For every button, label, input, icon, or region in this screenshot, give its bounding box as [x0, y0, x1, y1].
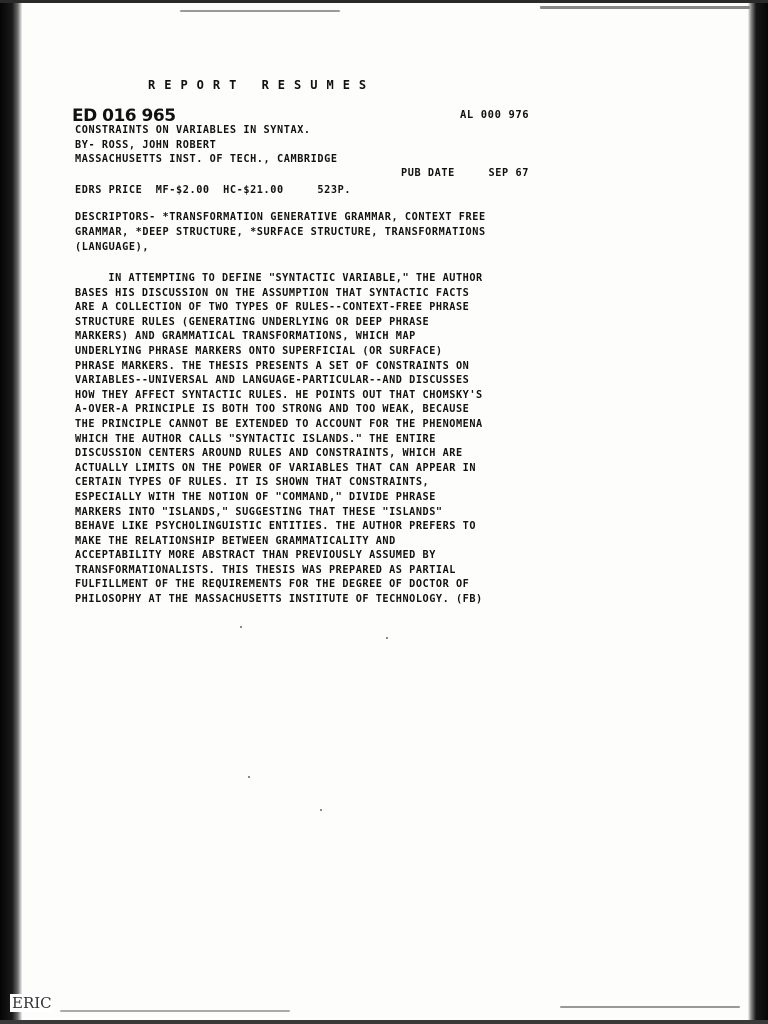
- edrs-price-line: [75, 185, 351, 196]
- scan-noise: [540, 6, 750, 9]
- edrs-price: EDRS PRICE MF-$2.00 HC-$21.00: [75, 185, 284, 196]
- abstract-line: TRANSFORMATIONALISTS. THIS THESIS WAS PREPARED AS PARTIAL: [75, 564, 456, 576]
- scan-noise: [180, 10, 340, 12]
- abstract-body: [75, 272, 545, 608]
- abstract-line: WHICH THE AUTHOR CALLS "SYNTACTIC ISLANDS." THE ENTIRE: [75, 433, 436, 445]
- abstract-line: BEHAVE LIKE PSYCHOLINGUISTIC ENTITIES. THE AUTHOR PREFERS TO: [75, 521, 477, 533]
- abstract-line: ACCEPTABILITY MORE ABSTRACT THAN PREVIOUSLY ASSUMED BY: [75, 550, 436, 562]
- abstract-line: CERTAIN TYPES OF RULES. IT IS SHOWN THAT CONSTRAINTS,: [75, 477, 430, 489]
- report-resumes-heading: REPORT RESUMES: [148, 78, 376, 92]
- abstract-line: A-OVER-A PRINCIPLE IS BOTH TOO STRONG AND TOO WEAK, BECAUSE: [75, 404, 470, 416]
- abstract-line: FULFILLMENT OF THE REQUIREMENTS FOR THE DEGREE OF DOCTOR OF: [75, 579, 470, 591]
- abstract-line: MARKERS) AND GRAMMATICAL TRANSFORMATIONS, WHICH MAP: [75, 331, 416, 343]
- scan-border-top: [0, 0, 768, 3]
- scan-border-right: [748, 0, 768, 1024]
- pub-date-value: SEP 67: [488, 168, 529, 179]
- al-accession-number: AL 000 976: [460, 109, 530, 121]
- scan-noise: [386, 637, 388, 639]
- pub-date-line: [401, 168, 529, 179]
- abstract-line: VARIABLES--UNIVERSAL AND LANGUAGE-PARTICULAR--AND DISCUSSES: [75, 375, 470, 387]
- scan-noise: [240, 626, 242, 628]
- descriptors-line: (LANGUAGE),: [75, 242, 150, 253]
- descriptors-line: DESCRIPTORS- *TRANSFORMATION GENERATIVE GRAMMAR, CONTEXT FREE: [75, 212, 486, 223]
- eric-logo: ERIC: [12, 994, 52, 1012]
- scan-border-bottom: [0, 1020, 768, 1024]
- abstract-line: BASES HIS DISCUSSION ON THE ASSUMPTION THAT SYNTACTIC FACTS: [75, 287, 470, 299]
- scan-noise: [560, 1006, 740, 1008]
- author-line: BY- ROSS, JOHN ROBERT: [75, 140, 217, 151]
- abstract-line: IN ATTEMPTING TO DEFINE "SYNTACTIC VARIABLE," THE AUTHOR: [75, 273, 483, 284]
- scan-noise: [248, 776, 250, 778]
- page-count: 523P.: [317, 185, 352, 196]
- abstract-line: HOW THEY AFFECT SYNTACTIC RULES. HE POINTS OUT THAT CHOMSKY'S: [75, 389, 483, 401]
- abstract-line: UNDERLYING PHRASE MARKERS ONTO SUPERFICIAL (OR SURFACE): [75, 345, 443, 357]
- abstract-line: STRUCTURE RULES (GENERATING UNDERLYING OR DEEP PHRASE: [75, 316, 430, 328]
- document-title: CONSTRAINTS ON VARIABLES IN SYNTAX.: [75, 125, 311, 136]
- institution-line: MASSACHUSETTS INST. OF TECH., CAMBRIDGE: [75, 154, 338, 165]
- abstract-line: ACTUALLY LIMITS ON THE POWER OF VARIABLES THAT CAN APPEAR IN: [75, 462, 477, 474]
- ed-document-number: ED 016 965: [72, 106, 176, 126]
- abstract-line: DISCUSSION CENTERS AROUND RULES AND CONSTRAINTS, WHICH ARE: [75, 448, 463, 460]
- abstract-line: MARKERS INTO "ISLANDS," SUGGESTING THAT THESE "ISLANDS": [75, 506, 443, 518]
- scan-noise: [320, 809, 322, 811]
- abstract-line: ARE A COLLECTION OF TWO TYPES OF RULES--CONTEXT-FREE PHRASE: [75, 302, 470, 314]
- abstract-line: ESPECIALLY WITH THE NOTION OF "COMMAND," DIVIDE PHRASE: [75, 491, 436, 503]
- abstract-line: MAKE THE RELATIONSHIP BETWEEN GRAMMATICALITY AND: [75, 535, 396, 547]
- pub-date-label: PUB DATE: [401, 168, 455, 179]
- abstract-line: THE PRINCIPLE CANNOT BE EXTENDED TO ACCOUNT FOR THE PHENOMENA: [75, 418, 483, 430]
- abstract-line: PHILOSOPHY AT THE MASSACHUSETTS INSTITUTE OF TECHNOLOGY. (FB): [75, 594, 483, 606]
- descriptors-line: GRAMMAR, *DEEP STRUCTURE, *SURFACE STRUCTURE, TRANSFORMATIONS: [75, 227, 486, 238]
- abstract-line: PHRASE MARKERS. THE THESIS PRESENTS A SET OF CONSTRAINTS ON: [75, 360, 470, 372]
- scan-noise: [60, 1010, 290, 1012]
- scan-border-left: [0, 0, 22, 1024]
